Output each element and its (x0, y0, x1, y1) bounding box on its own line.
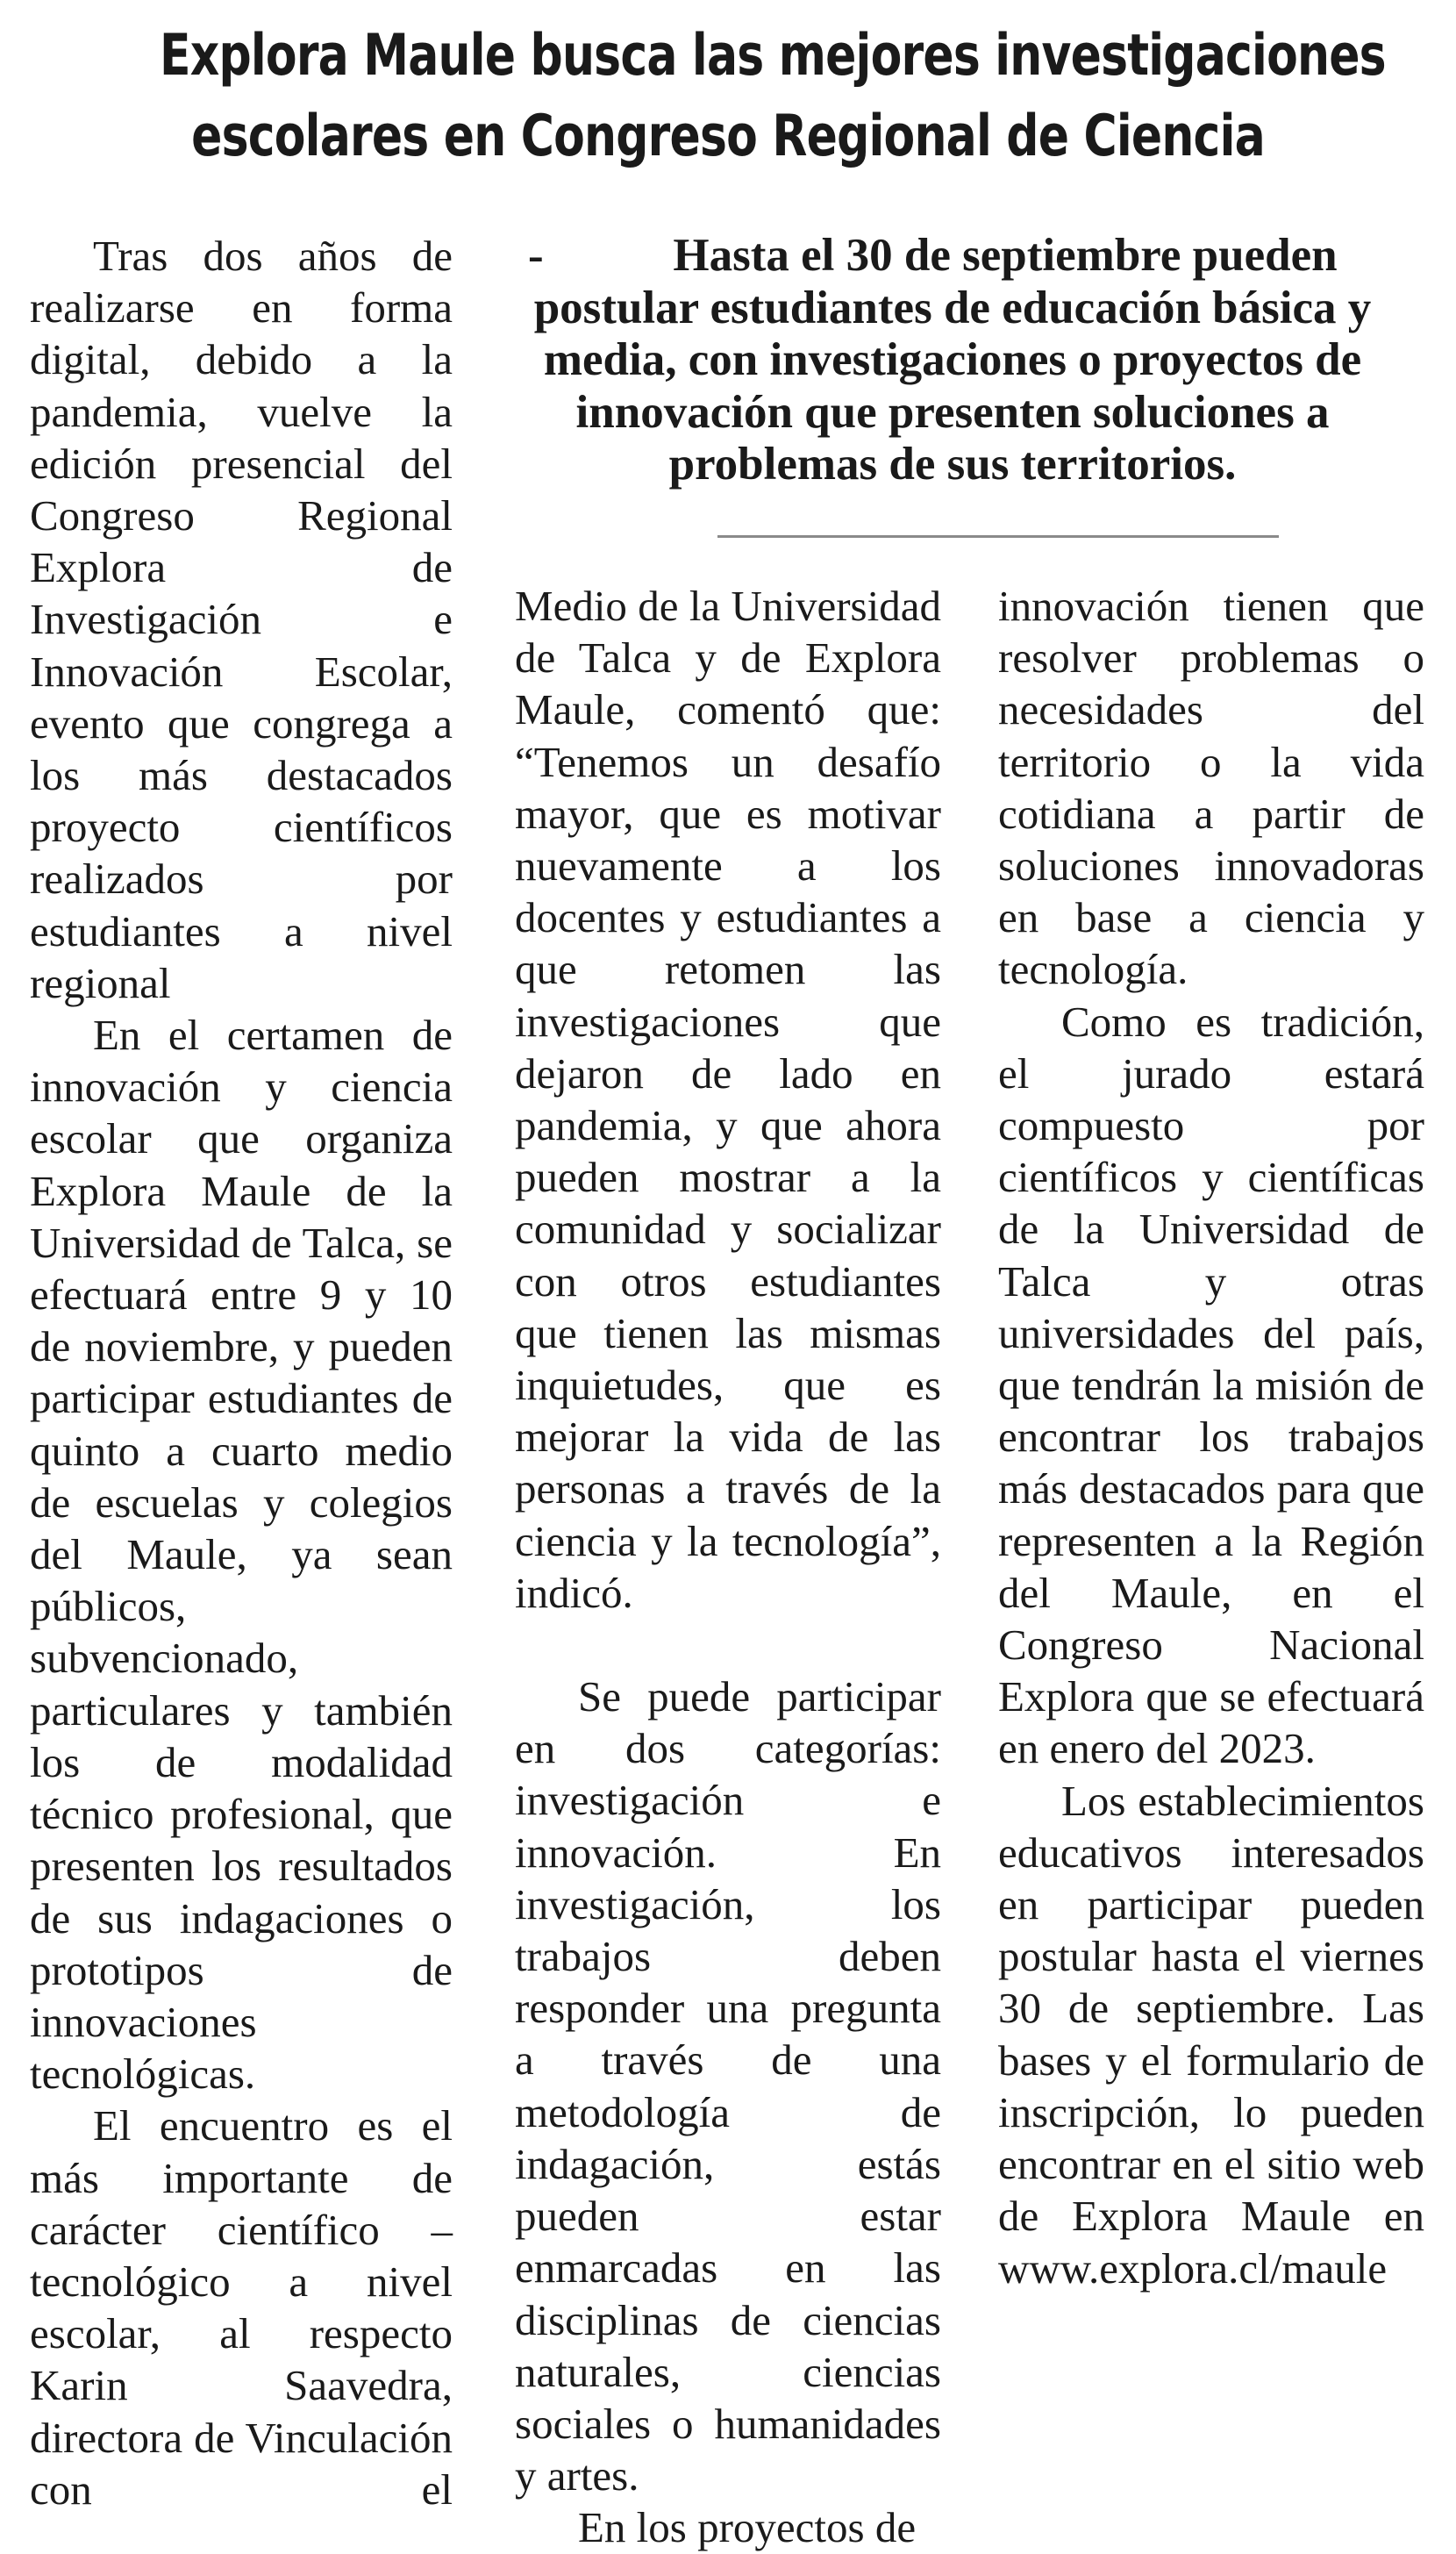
column1-paragraph-3: El encuentro es el más importante de carácter científico – tecnológico a nivel escolar, al respecto Karin Saavedra, directora de Vinculación con el (30, 2101, 453, 2514)
lead-dash: - (528, 230, 544, 281)
column1-paragraph-1: Tras dos años de realizarse en forma digital, debido a la pandemia, vuelve la edición presencial del Congreso Regional Explora de Investigación e Innovación Escolar, evento que congrega a los más destacados proyecto científicos realizados por estudiantes a nivel regional (30, 232, 453, 1007)
lead-summary (481, 230, 1424, 491)
column1-paragraph-2: En el certamen de innovación y ciencia escolar que organiza Explora Maule de la Universidad de Talca, se efectuará entre 9 y 10 de noviembre, y pueden participar estudiantes de quinto a cuarto medio de escuelas y colegios del Maule, ya sean públicos, subvencionado, particulares y también los de modalidad técnico profesional, que presenten los resultados de sus indagaciones o prototipos de innovaciones tecnológicas. (30, 1011, 453, 2099)
article-column-3 (998, 580, 1424, 2294)
lead-text: Hasta el 30 de septiembre pueden postular estudiantes de educación básica y media, con investigaciones o proyectos de innovación que presenten soluciones a problemas de sus territorios. (533, 230, 1372, 490)
article-headline (160, 16, 1386, 177)
column2-paragraph-2: Se puede participar en dos categorías: investigación e innovación. En investigación, los trabajos deben responder una pregunta a través de una metodología de indagación, estás pueden estar enmarcadas en las disciplinas de ciencias naturales, ciencias sociales o humanidades y artes. (515, 1672, 941, 2500)
lead-divider (717, 535, 1279, 538)
headline-line-1: Explora Maule busca las mejores investigaciones (160, 23, 1386, 89)
article-column-2 (515, 580, 941, 2554)
article-column-1 (30, 230, 453, 2515)
column3-paragraph-2: Como es tradición, el jurado estará compuesto por científicos y científicas de la Universidad de Talca y otras universidades del país, que tendrán la misión de encontrar los trabajos más destacados para que representen a la Región del Maule, en el Congreso Nacional Explora que se efectuará en enero del 2023. (998, 997, 1424, 1773)
column2-paragraph-1: Medio de la Universidad de Talca y de Explora Maule, comentó que: “Tenemos un desafío mayor, que es motivar nuevamente a los docentes y estudiantes a que retomen las investigaciones que dejaron de lado en pandemia, y que ahora pueden mostrar a la comunidad y socializar con otros estudiantes que tienen las mismas inquietudes, que es mejorar la vida de las personas a través de la ciencia y la tecnología”, indicó. (515, 582, 941, 1617)
headline-line-2: escolares en Congreso Regional de Ciencia (191, 104, 1265, 169)
column2-paragraph-3: En los proyectos de (578, 2503, 917, 2552)
column2-spacer (515, 1619, 941, 1670)
column3-paragraph-3: Los establecimientos educativos interesados en participar pueden postular hasta el viernes 30 de septiembre. Las bases y el formulario de inscripción, lo pueden encontrar en el sitio web de Explora Maule en www.explora.cl/maule (998, 1776, 1424, 2293)
column3-paragraph-1: innovación tienen que resolver problemas o necesidades del territorio o la vida cotidiana a partir de soluciones innovadoras en base a ciencia y tecnología. (998, 582, 1424, 994)
